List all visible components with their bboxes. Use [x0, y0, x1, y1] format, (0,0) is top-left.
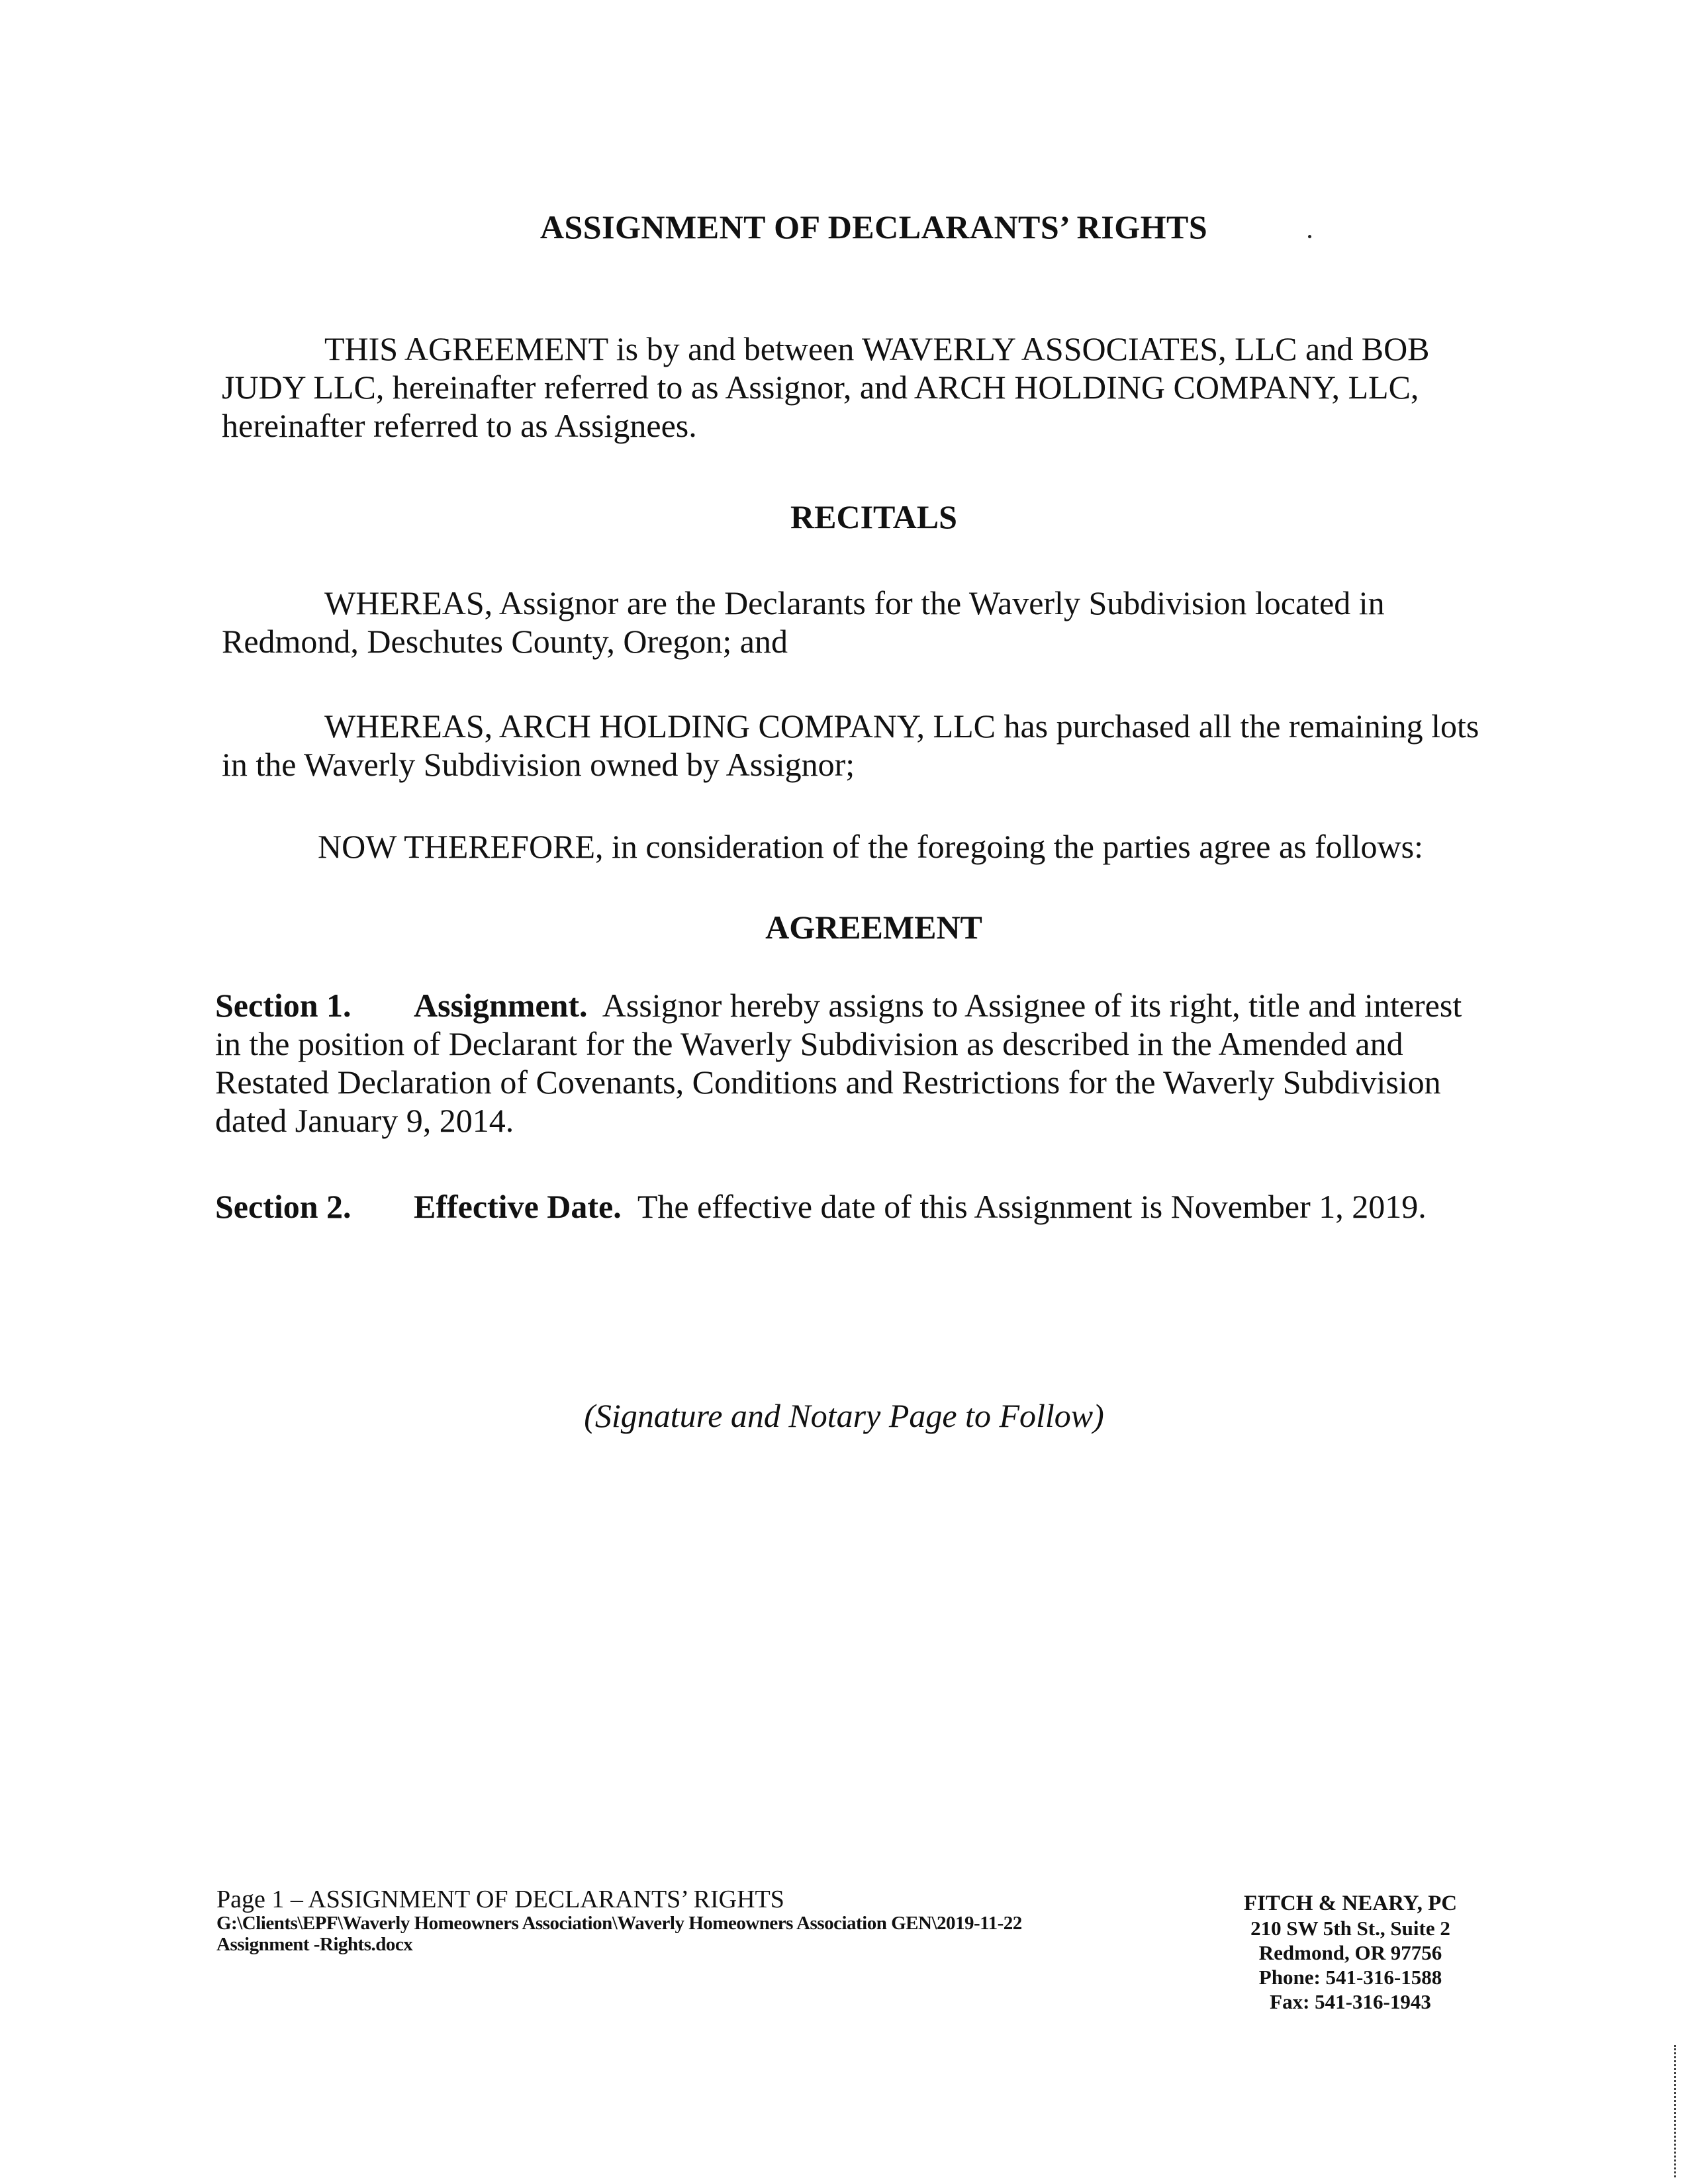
section-1-text: Assignor hereby assigns to Assignee of its right, title and interest in the position of Declarant for the Waverly Subdivision as described in the Amended and Restated Declaration of Covenants, Conditions and Restrictions for the Waverly Subdivision dated January 9, 2014.: [215, 987, 1462, 1139]
document-title: ASSIGNMENT OF DECLARANTS’ RIGHTS: [539, 208, 1208, 246]
scan-speck: [1308, 235, 1311, 238]
firm-address-2: Redmond, OR 97756: [1258, 1941, 1442, 1964]
firm-address-1: 210 SW 5th St., Suite 2: [1250, 1917, 1450, 1940]
section-2-text: The effective date of this Assignment is November 1, 2019.: [637, 1188, 1427, 1225]
section-1: [215, 986, 1493, 1140]
now-therefore-paragraph: NOW THEREFORE, in consideration of the foregoing the parties agree as follows:: [318, 828, 1423, 865]
recitals-heading: RECITALS: [790, 498, 957, 535]
signature-note: (Signature and Notary Page to Follow): [584, 1397, 1104, 1434]
section-2: [215, 1187, 1493, 1226]
section-1-number: Section 1.: [215, 987, 352, 1024]
footer-left: [216, 1886, 1209, 1955]
recital-paragraph-1: WHEREAS, Assignor are the Declarants for the Waverly Subdivision located in Redmond, Deschutes County, Oregon; and: [222, 584, 1385, 660]
scan-edge-marks: [1674, 2045, 1678, 2177]
intro-paragraph: THIS AGREEMENT is by and between WAVERLY ASSOCIATES, LLC and BOB JUDY LLC, hereinafter referred to as Assignor, and ARCH HOLDING COMPANY, LLC, hereinafter referred to as Assignees.: [222, 330, 1430, 444]
firm-phone: Phone: 541-316-1588: [1258, 1966, 1442, 1989]
footer-page-label: Page 1 – ASSIGNMENT OF DECLARANTS’ RIGHTS: [216, 1886, 784, 1913]
agreement-heading: AGREEMENT: [765, 909, 982, 946]
firm-name: FITCH & NEARY, PC: [1243, 1891, 1458, 1915]
recital-paragraph-2: WHEREAS, ARCH HOLDING COMPANY, LLC has purchased all the remaining lots in the Waverly Subdivision owned by Assignor;: [222, 707, 1479, 783]
section-2-number: Section 2.: [215, 1188, 352, 1225]
firm-fax: Fax: 541-316-1943: [1270, 1990, 1431, 2013]
footer-file-path-1: G:\Clients\EPF\Waverly Homeowners Association\Waverly Homeowners Association GEN\2019-11-22: [216, 1913, 1022, 1934]
footer-file-path-2: Assignment -Rights.docx: [216, 1934, 413, 1955]
footer-firm-block: [1211, 1891, 1489, 2014]
section-1-title: Assignment.: [414, 987, 588, 1024]
section-2-title: Effective Date.: [414, 1188, 622, 1225]
